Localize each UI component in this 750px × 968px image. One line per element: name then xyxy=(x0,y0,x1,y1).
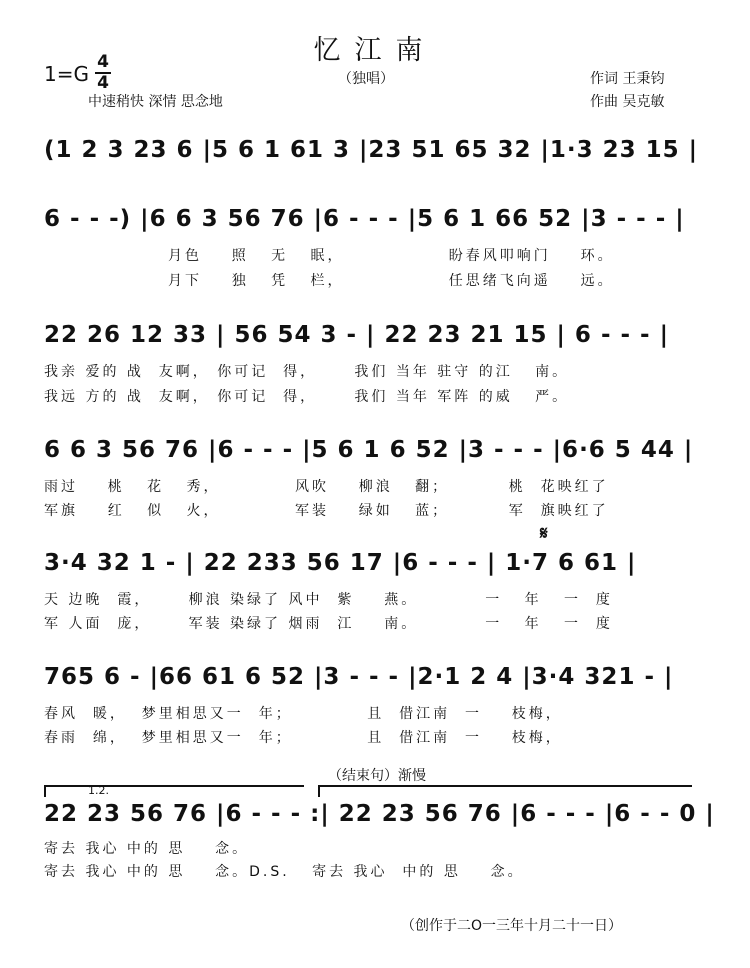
lyrics-row-4-verse-2: 军旗 红 似 火， 军装 绿如 蓝； 军 旗映红了 xyxy=(44,503,609,519)
lyrics-row-2-verse-2: 月下 独 凭 栏， 任思绪飞向遥 远。 xyxy=(168,273,615,289)
tempo-marking: 中速稍快 深情 思念地 xyxy=(88,94,223,110)
segno-sign: 𝄋 xyxy=(540,523,548,544)
notes-row-7: 22 23 56 76 |6 - - - :| 22 23 56 76 |6 - - - |6 - - 0 | xyxy=(44,801,715,827)
lyrics-row-6-verse-2: 春雨 绵， 梦里相思又一 年； 且 借江南 一 枝梅， xyxy=(44,730,563,746)
notes-row-4: 6 6 3 56 76 |6 - - - |5 6 1 6 52 |3 - - - |6·6 5 44 | xyxy=(44,437,694,463)
score-system-1 xyxy=(44,133,699,167)
notes-row-5: 3·4 32 1 - | 22 233 56 17 |6 - - - | 1·7 6 61 | xyxy=(44,550,637,576)
song-title: 忆江南 xyxy=(313,35,437,66)
time-top: 4 xyxy=(97,52,109,72)
notes-row-1: (1 2 3 23 6 |5 6 1 61 3 |23 51 65 32 |1·3 23 15 | xyxy=(44,137,699,163)
composition-date: （创作于二O一三年十月二十一日） xyxy=(400,918,622,934)
coda-label: （结束句）渐慢 xyxy=(328,768,426,784)
score-system-4 xyxy=(44,433,694,467)
notes-row-3: 22 26 12 33 | 56 54 3 - | 22 23 21 15 | 6 - - - | xyxy=(44,322,669,348)
volta-bracket xyxy=(44,785,304,797)
coda-bracket xyxy=(318,785,692,797)
key-signature: 1=G xyxy=(44,62,89,86)
lyrics-row-3-verse-1: 我亲 爱的 战 友啊， 你可记 得， 我们 当年 驻守 的江 南。 xyxy=(44,364,570,380)
composer-credit: 作曲 吴克敏 xyxy=(590,94,665,110)
lyrics-row-6-verse-1: 春风 暖， 梦里相思又一 年； 且 借江南 一 枝梅， xyxy=(44,706,563,722)
lyrics-row-5-verse-1: 天 边晚 霞， 柳浪 染绿了 风中 紫 燕。 一 年 一 度 xyxy=(44,592,613,608)
time-bottom: 4 xyxy=(97,73,109,93)
lyrics-row-5-verse-2: 军 人面 庞， 军装 染绿了 烟雨 江 南。 一 年 一 度 xyxy=(44,616,613,632)
lyricist-credit: 作词 王秉钧 xyxy=(590,71,665,87)
notes-row-6: 765 6 - |66 61 6 52 |3 - - - |2·1 2 4 |3·4 321 - | xyxy=(44,664,674,690)
score-system-3 xyxy=(44,318,690,352)
lyrics-row-7-verse-1: 寄去 我心 中的 思 念。 xyxy=(44,841,250,857)
score-system-5 xyxy=(44,546,690,580)
time-signature xyxy=(95,54,111,92)
lyrics-row-7-verse-2: 寄去 我心 中的 思 念。D.S. 寄去 我心 中的 思 念。 xyxy=(44,864,525,880)
lyrics-row-4-verse-1: 雨过 桃 花 秀， 风吹 柳浪 翻； 桃 花映红了 xyxy=(44,479,609,495)
lyrics-row-3-verse-2: 我远 方的 战 友啊， 你可记 得， 我们 当年 军阵 的威 严。 xyxy=(44,389,570,405)
score-system-2 xyxy=(44,202,690,236)
notes-row-2: 6 - - -) |6 6 3 56 76 |6 - - - |5 6 1 66 52 |3 - - - | xyxy=(44,206,685,232)
volta-label: 1.2. xyxy=(88,784,109,797)
score-system-6 xyxy=(44,660,690,694)
lyrics-row-2-verse-1: 月色 照 无 眠， 盼春风叩响门 环。 xyxy=(168,248,615,264)
performance-type: （独唱） xyxy=(338,71,394,87)
score-system-7 xyxy=(44,797,715,831)
